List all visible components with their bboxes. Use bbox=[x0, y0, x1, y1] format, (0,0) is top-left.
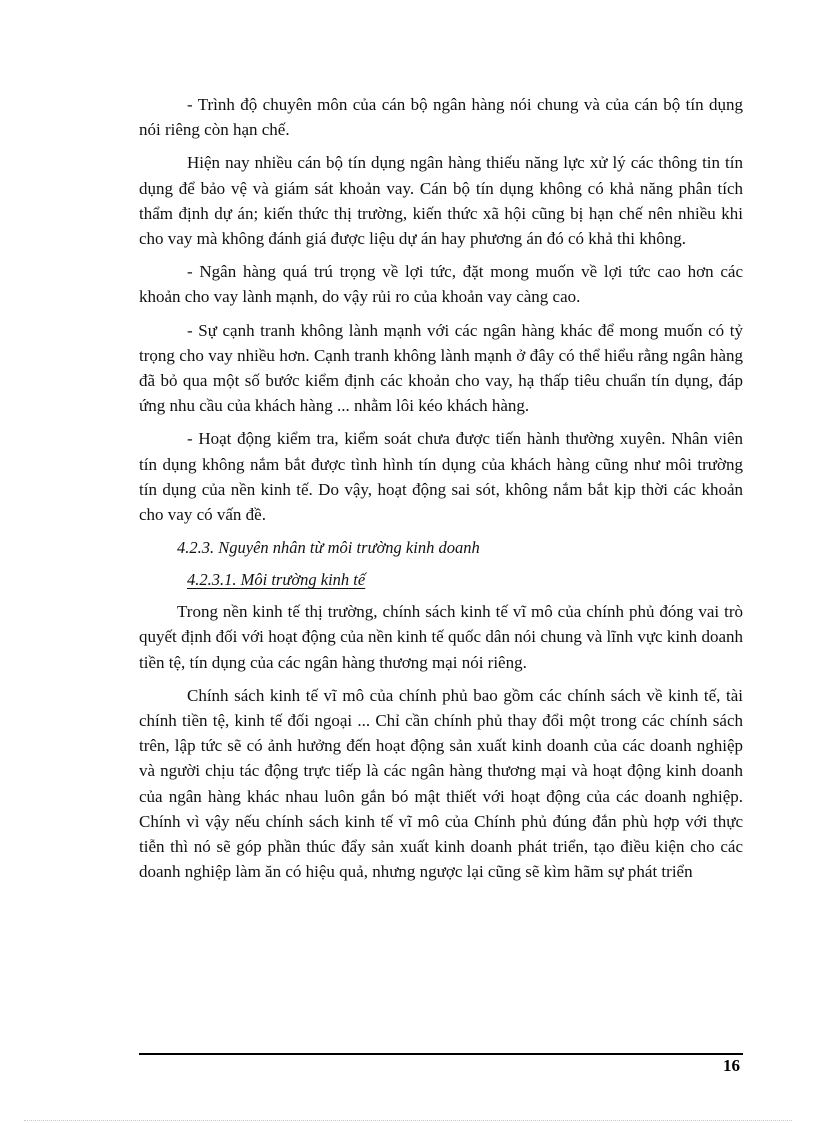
page-edge-divider bbox=[24, 1120, 792, 1121]
paragraph: - Ngân hàng quá trú trọng về lợi tức, đặt mong muốn về lợi tức cao hơn các khoản cho vay lành mạnh, do vậy rủi ro của khoản vay càng cao. bbox=[139, 262, 743, 307]
paragraph: Chính sách kinh tế vĩ mô của chính phủ bao gồm các chính sách về kinh tế, tài chính tiền tệ, kinh tế đối ngoại ... Chỉ cần chính phủ thay đổi một trong các chính sách trên, lập tức sẽ có ảnh hưởng đến hoạt động sản xuất kinh doanh của các doanh nghiệp và người chịu tác động trực tiếp là các ngân hàng thương mại và hoạt động kinh doanh của ngân hàng khác nhau luôn gắn bó mật thiết với hoạt động của các doanh nghiệp. Chính vì vậy nếu chính sách kinh tế vĩ mô của Chính phủ đúng đắn phù hợp với thực tiễn thì nó sẽ góp phần thúc đẩy sản xuất kinh doanh phát triển, tạo điều kiện cho các doanh nghiệp làm ăn có hiệu quả, nhưng ngược lại cũng sẽ kìm hãm sự phát triển bbox=[139, 685, 743, 882]
body-text bbox=[139, 92, 743, 892]
page-number: 16 bbox=[723, 1056, 740, 1075]
subsection-heading: 4.2.3.1. Môi trường kinh tế bbox=[187, 570, 366, 590]
paragraph: - Trình độ chuyên môn của cán bộ ngân hàng nói chung và của cán bộ tín dụng nói riêng còn hạn chế. bbox=[139, 95, 743, 140]
paragraph: - Hoạt động kiểm tra, kiểm soát chưa được tiến hành thường xuyên. Nhân viên tín dụng không nắm bắt được tình hình tín dụng của khách hàng cũng như môi trường tín dụng của nền kinh tế. Do vậy, hoạt động sai sót, không nắm bắt kịp thời các khoản cho vay có vấn đề. bbox=[139, 429, 743, 525]
paragraph: - Sự cạnh tranh không lành mạnh với các ngân hàng khác để mong muốn có tỷ trọng cho vay nhiều hơn. Cạnh tranh không lành mạnh ở đây có thể hiểu rằng ngân hàng đã bỏ qua một số bước kiểm định các khoản cho vay, hạ thấp tiêu chuẩn tín dụng, đáp ứng nhu cầu của khách hàng ... nhằm lôi kéo khách hàng. bbox=[139, 320, 743, 416]
paragraph: Hiện nay nhiều cán bộ tín dụng ngân hàng thiếu năng lực xử lý các thông tin tín dụng để bảo vệ và giám sát khoản vay. Cán bộ tín dụng không có khả năng phân tích thẩm định dự án; kiến thức thị trường, kiến thức xã hội cũng bị hạn chế nên nhiều khi cho vay mà không đánh giá được liệu dự án hay phương án đó có khả thi không. bbox=[139, 153, 743, 249]
section-heading: 4.2.3. Nguyên nhân từ môi trường kinh doanh bbox=[177, 538, 480, 558]
paragraph: Trong nền kinh tế thị trường, chính sách kinh tế vĩ mô của chính phủ đóng vai trò quyết định đối với hoạt động của nền kinh tế quốc dân nói chung và lĩnh vực kinh doanh tiền tệ, tín dụng của các ngân hàng thương mại nói riêng. bbox=[139, 602, 743, 672]
footer-rule bbox=[139, 1053, 743, 1055]
